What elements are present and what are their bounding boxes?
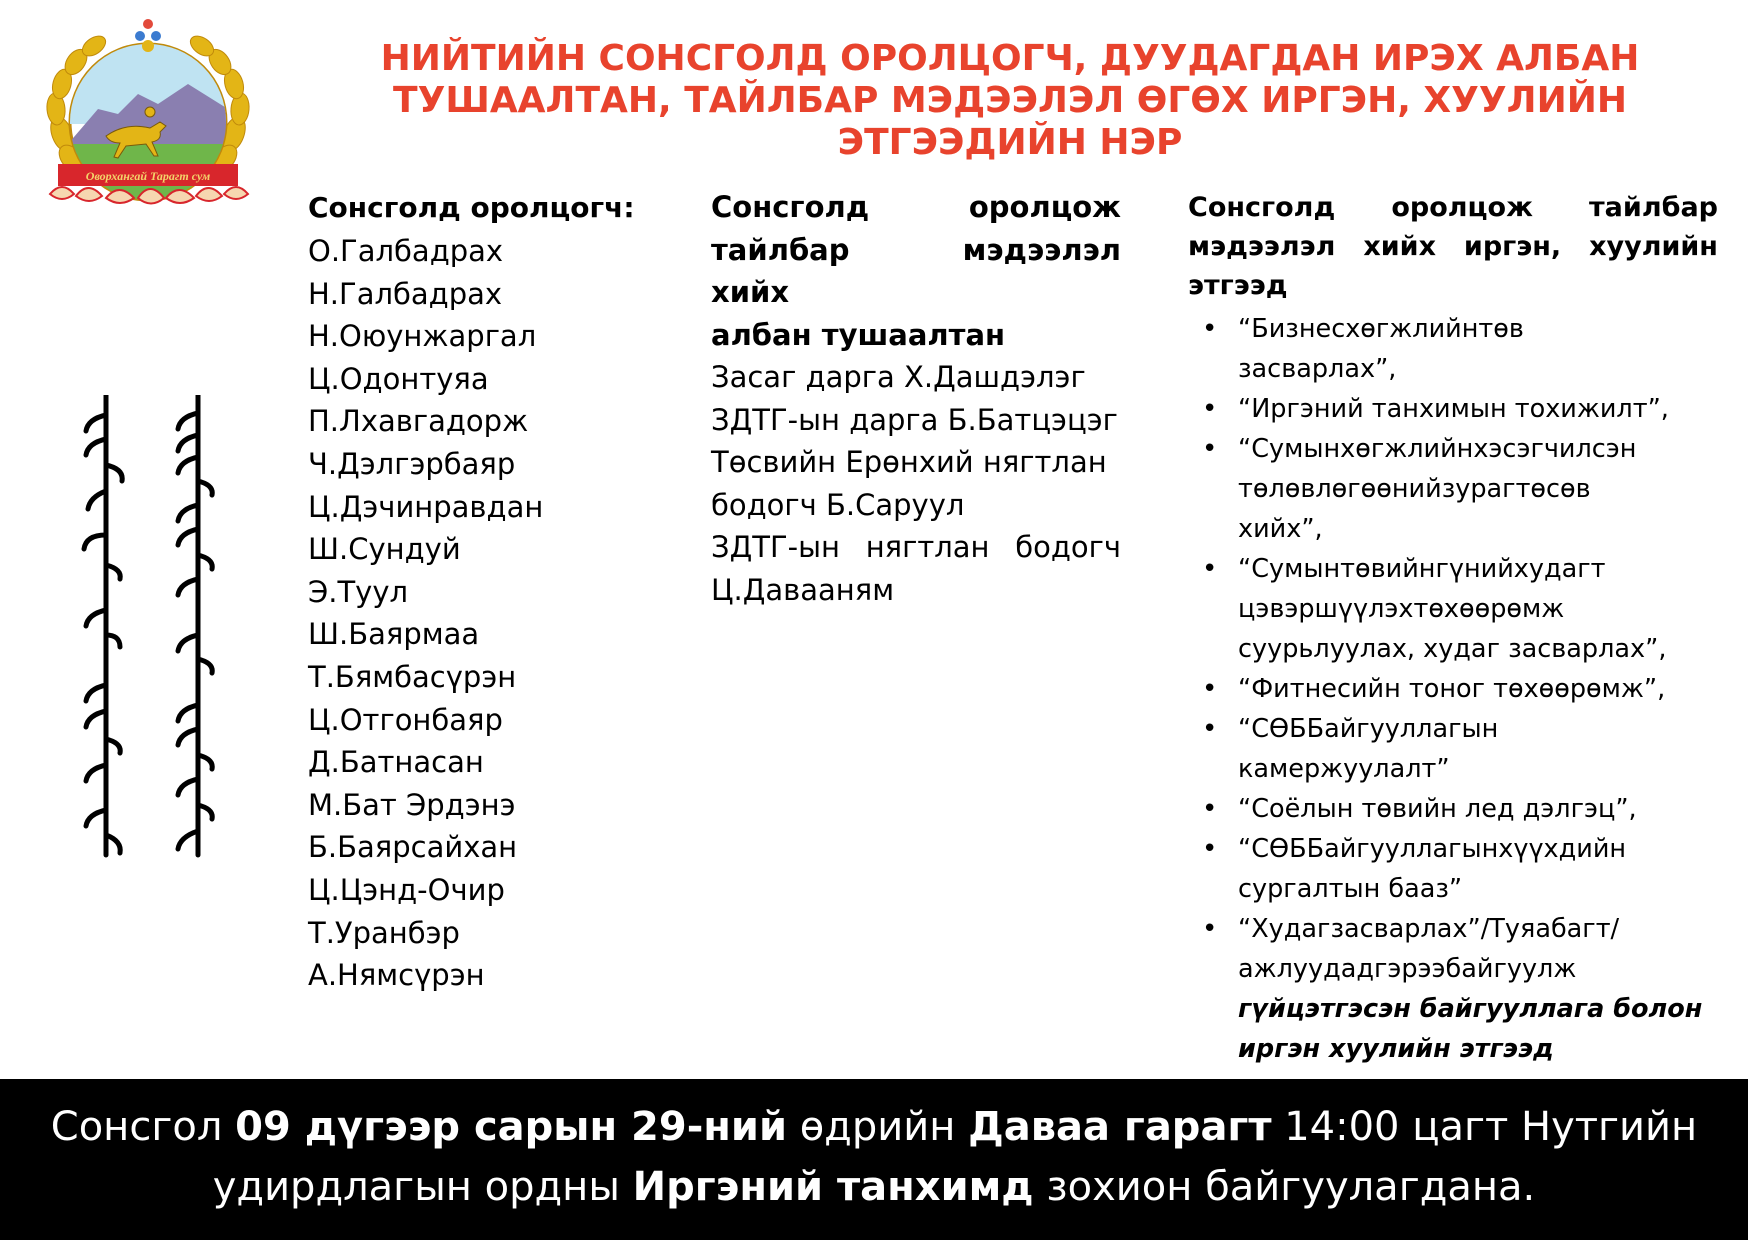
title-line-3: ЭТГЭЭДИЙН НЭР xyxy=(837,122,1183,163)
item-emphasis-line: гүйцэтгэсэн байгууллага болон xyxy=(1238,994,1703,1024)
bullet-icon: • xyxy=(1202,914,1218,944)
item-word: ажлуудад xyxy=(1238,954,1374,984)
officials-column xyxy=(711,186,1121,611)
item-word: хөгжлийн xyxy=(1340,434,1474,464)
participants-column xyxy=(308,186,648,997)
footer-date: 09 дүгээр сарын 29-ний xyxy=(235,1104,787,1150)
heading-line: этгээд xyxy=(1188,270,1288,301)
list-item xyxy=(1188,829,1718,909)
bullet-icon: • xyxy=(1202,434,1218,464)
officials-heading xyxy=(711,186,1121,356)
item-word: байгуулж xyxy=(1445,954,1577,984)
list-item xyxy=(1188,709,1718,789)
item-emphasis-line: иргэн хуулийн этгээд xyxy=(1238,1034,1554,1064)
participant-name: Д.Батнасан xyxy=(308,745,484,780)
footer-venue: Иргэний танхимд xyxy=(632,1164,1034,1210)
item-word: засварлах” xyxy=(1330,914,1481,944)
official-line: бодогч Б.Саруул xyxy=(711,487,965,522)
item-word: гэрээ xyxy=(1373,954,1446,984)
item-word: төлөвлөгөөний xyxy=(1238,474,1442,504)
item-word: худагт xyxy=(1513,554,1606,584)
item-word: цэвэршүүлэх xyxy=(1238,594,1414,624)
heading-word: хуулийн xyxy=(1589,231,1718,262)
item-word: төв xyxy=(1478,314,1524,344)
citizens-heading xyxy=(1188,188,1718,305)
participant-name: Б.Баярсайхан xyxy=(308,830,518,865)
item-word: “Бизнес xyxy=(1238,314,1346,344)
official-line: Засаг дарга Х.Дашдэлэг xyxy=(711,360,1086,394)
list-item xyxy=(1188,309,1718,389)
item-line: “Фитнесийн тоног төхөөрөмж”, xyxy=(1238,674,1666,704)
official-word: бодогч xyxy=(1015,530,1121,564)
list-item xyxy=(1188,789,1718,829)
item-word: төсөв xyxy=(1515,474,1591,504)
official-word: ЗДТГ-ын xyxy=(711,530,840,564)
footer-line-1 xyxy=(0,1097,1748,1157)
bullet-icon: • xyxy=(1202,674,1218,704)
bullet-icon: • xyxy=(1202,314,1218,344)
officials-heading-word: оролцож xyxy=(968,190,1121,224)
participant-name: О.Галбадрах xyxy=(308,234,504,268)
participant-name: А.Нямсүрэн xyxy=(308,958,485,993)
emblem-banner-text: Оворхангай Тарагт сум xyxy=(85,169,211,183)
item-word: хүүхдийн xyxy=(1498,834,1627,864)
footer-text: 14:00 цагт Нутгийн xyxy=(1271,1104,1698,1150)
citizens-column xyxy=(1188,188,1718,1069)
mongolian-script-column-1 xyxy=(74,395,134,865)
item-line: “Соёлын төвийн лед дэлгэц”, xyxy=(1238,794,1637,824)
participant-name: Ш.Баярмаа xyxy=(308,617,480,652)
official-word: нягтлан xyxy=(865,530,990,564)
item-word: гүний xyxy=(1435,554,1514,584)
item-word: /Туяа xyxy=(1480,914,1551,944)
heading-word: иргэн, xyxy=(1463,231,1562,262)
officials-heading-line: албан тушаалтан xyxy=(711,317,1006,352)
officials-heading-line: тайлбар мэдээлэл хийх xyxy=(711,232,1121,309)
sum-emblem-logo xyxy=(28,14,268,234)
item-line: суурьлуулах, худаг засварлах”, xyxy=(1238,634,1667,664)
heading-word: Сонсголд xyxy=(1188,192,1336,223)
hearing-info-banner xyxy=(0,1079,1748,1240)
item-word: “Сумын xyxy=(1238,434,1341,464)
bullet-icon: • xyxy=(1202,834,1218,864)
participant-name: П.Лхавгадорж xyxy=(308,404,529,439)
footer-text: Сонсгол xyxy=(50,1104,236,1150)
item-line: “СӨББайгууллагын xyxy=(1238,714,1499,744)
officials-heading-word: Сонсголд xyxy=(711,190,870,224)
heading-word: тайлбар xyxy=(1589,192,1718,223)
footer-text: удирдлагын ордны xyxy=(212,1164,633,1210)
title-line-1: НИЙТИЙН СОНСГОЛД ОРОЛЦОГЧ, ДУУДАГДАН ИРЭХ АЛБАН xyxy=(380,38,1640,79)
participant-name: Ц.Цэнд-Очир xyxy=(308,872,505,907)
participant-name: Ц.Отгонбаяр xyxy=(308,702,503,737)
page-title xyxy=(330,38,1690,164)
mongolian-script-column-2 xyxy=(170,395,230,865)
item-line: камержуулалт” xyxy=(1238,754,1450,784)
item-word: “СӨББайгууллагын xyxy=(1238,834,1499,864)
participant-name: Н.Галбадрах xyxy=(308,276,503,311)
heading-word: мэдээлэл xyxy=(1188,231,1336,262)
item-word: багт/ xyxy=(1550,914,1620,944)
item-line: хийх”, xyxy=(1238,514,1323,544)
footer-weekday: Даваа гарагт xyxy=(968,1104,1272,1150)
participant-name: Н.Оюунжаргал xyxy=(308,319,537,354)
list-item xyxy=(1188,669,1718,709)
participants-heading: Сонсголд оролцогч: xyxy=(308,191,635,224)
item-word: “Сумын xyxy=(1238,554,1341,584)
participant-name: Ц.Одонтуяа xyxy=(308,361,489,396)
participants-list xyxy=(308,230,648,997)
item-line: сургалтын бааз” xyxy=(1238,874,1463,904)
list-item xyxy=(1188,549,1718,669)
footer-text: зохион байгуулагдана. xyxy=(1033,1164,1536,1210)
footer-text: өдрийн xyxy=(786,1104,969,1150)
bullet-icon: • xyxy=(1202,394,1218,424)
footer-line-2 xyxy=(0,1157,1748,1217)
item-word: хөгжлийн xyxy=(1345,314,1479,344)
item-word: “Худаг xyxy=(1238,914,1331,944)
participant-name: Э.Туул xyxy=(308,574,409,609)
project-list xyxy=(1188,309,1718,1069)
participant-name: Ш.Сундуй xyxy=(308,532,461,567)
heading-word: оролцож xyxy=(1391,192,1533,223)
item-word: төвийн xyxy=(1340,554,1436,584)
item-line: “Иргэний танхимын тохижилт”, xyxy=(1238,394,1669,424)
list-item xyxy=(1188,429,1718,549)
item-word: зураг xyxy=(1441,474,1516,504)
bullet-icon: • xyxy=(1202,554,1218,584)
bullet-icon: • xyxy=(1202,714,1218,744)
list-item xyxy=(1188,389,1718,429)
item-line: засварлах”, xyxy=(1238,354,1397,384)
official-line: ЗДТГ-ын дарга Б.Батцэцэг xyxy=(711,402,1118,437)
title-line-2: ТУШААЛТАН, ТАЙЛБАР МЭДЭЭЛЭЛ ӨГӨХ ИРГЭН, ХУУЛИЙН xyxy=(393,80,1627,121)
participant-name: Т.Уранбэр xyxy=(308,915,460,950)
participant-name: Т.Бямбасүрэн xyxy=(308,659,517,694)
heading-word: хийх xyxy=(1363,231,1437,262)
official-line: Төсвийн Ерөнхий нягтлан xyxy=(711,445,1107,479)
item-word: хэсэгчилсэн xyxy=(1473,434,1637,464)
participant-name: Ц.Дэчинравдан xyxy=(308,489,544,524)
participant-name: Ч.Дэлгэрбаяр xyxy=(308,446,516,481)
participant-name: М.Бат Эрдэнэ xyxy=(308,787,516,822)
bullet-icon: • xyxy=(1202,794,1218,824)
official-line: Ц.Давааням xyxy=(711,572,895,607)
list-item xyxy=(1188,909,1718,1069)
item-word: төхөөрөмж xyxy=(1413,594,1565,624)
